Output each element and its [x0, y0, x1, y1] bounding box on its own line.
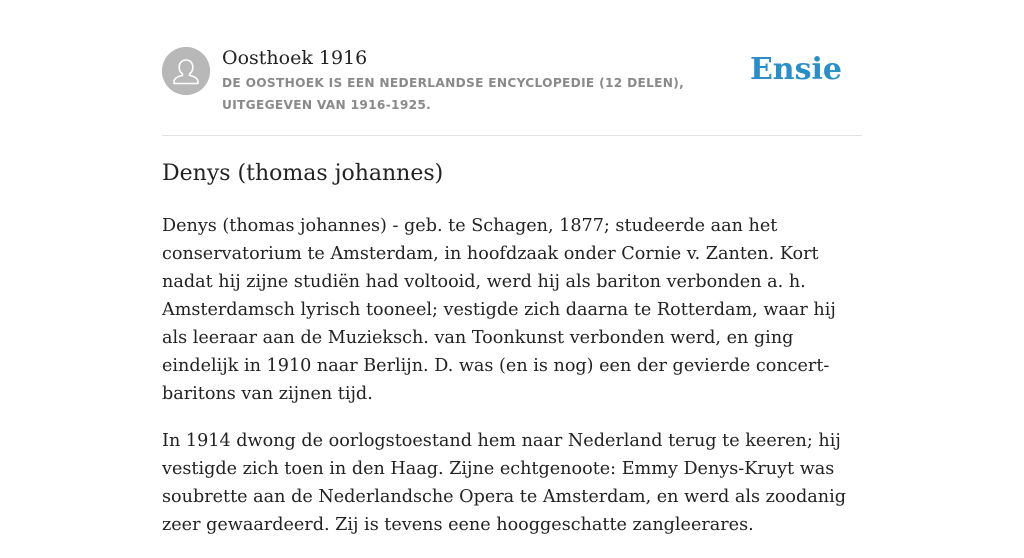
article-paragraph: In 1914 dwong de oorlogstoestand hem naar Nederland terug te keeren; hij vestigde zich toen in den Haag. Zijne echtgenoote: Emmy Denys-Kruyt was soubrette aan de Nederlandsche Opera te Amsterdam, en werd als zoodanig zeer gewaardeerd. Zij is tevens eene hooggeschatte zangleerares. [162, 431, 846, 535]
article-body [162, 212, 862, 558]
source-header [162, 46, 862, 136]
brand-logo[interactable]: Ensie [749, 52, 842, 87]
source-title[interactable]: Oosthoek 1916 [222, 47, 368, 69]
header-divider [162, 135, 862, 136]
article-title: Denys (thomas johannes) [162, 161, 444, 186]
source-description: DE OOSTHOEK IS EEN NEDERLANDSE ENCYCLOPEDIE (12 DELEN), UITGEGEVEN VAN 1916-1925. [222, 76, 685, 112]
user-silhouette-icon [162, 47, 210, 95]
article-paragraph: Denys (thomas johannes) - geb. te Schagen, 1877; studeerde aan het conservatorium te Amsterdam, in hoofdzaak onder Cornie v. Zanten. Kort nadat hij zijne studiën had voltooid, werd hij als bariton verbonden a. h. Amsterdamsch lyrisch tooneel; vestigde zich daarna te Rotterdam, waar hij als leeraar aan de Muzieksch. van Toonkunst verbonden werd, en ging eindelijk in 1910 naar Berlijn. D. was (en is nog) een der gevierde concert-baritons van zijnen tijd. [162, 216, 836, 404]
